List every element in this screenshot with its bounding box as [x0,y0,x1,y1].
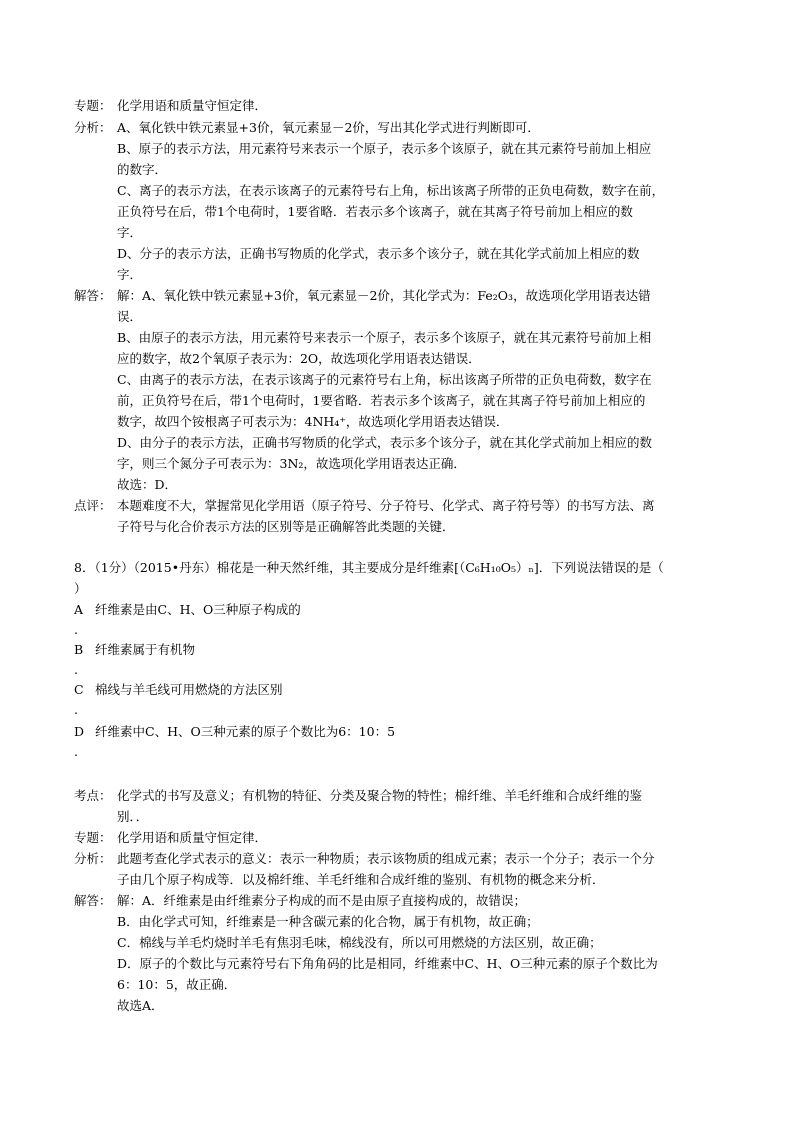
option-dot: . [74,702,78,717]
analysis-line: B、原子的表示方法，用元素符号来表示一个原子，表示多个该原子，就在其元素符号前加上相应 [117,141,652,156]
option-dot: . [74,662,78,677]
answer-line: B、由原子的表示方法，用元素符号来表示一个原子，表示多个该原子，就在其元素符号前加上相 [117,330,652,345]
option-dot: . [74,622,78,637]
kaodian-line: 别．． [117,809,149,824]
option-letter: A [74,602,84,617]
question-stem-end: ） [74,581,87,596]
answer-line: D．原子的个数比与元素符号右下角角码的比是相同，纤维素中C、H、O三种元素的原子个数比为 [117,956,658,971]
answer-line: 故选A． [117,998,164,1013]
comment-line: 本题难度不大，掌握常见化学用语（原子符号、分子符号、化学式、离子符号等）的书写方法、离 [117,498,655,513]
answer-line: 解：A、氧化铁中铁元素显+3价，氧元素显－2价，其化学式为：Fe₂O₃，故选项化学用语表达错 [117,288,651,303]
analysis-line: 字． [117,225,143,240]
answer-line: 应的数字，故2个氧原子表示为：2O，故选项化学用语表达错误． [117,351,481,366]
option-dot: . [74,744,78,759]
answer-label: 解答： [74,288,112,303]
answer-line: D、由分子的表示方法，正确书写物质的化学式，表示多个该分子，就在其化学式前加上相应的数 [117,435,653,450]
answer-line: 字，则三个氮分子可表示为：3N₂，故选项化学用语表达正确． [117,456,466,471]
answer-line: 6：10：5，故正确． [117,977,237,992]
kaodian-line: 化学式的书写及意义；有机物的特征、分类及聚合物的特性；棉纤维、羊毛纤维和合成纤维的鉴 [117,788,643,803]
topic-label: 专题： [74,98,112,113]
answer-line: C．棉线与羊毛灼烧时羊毛有焦羽毛味，棉线没有，所以可用燃烧的方法区别，故正确； [117,935,602,950]
answer-line: B．由化学式可知，纤维素是一种含碳元素的化合物，属于有机物，故正确； [117,914,539,929]
topic-label: 专题： [74,830,112,845]
kaodian-label: 考点： [74,788,112,803]
comment-label: 点评： [74,498,112,513]
option-letter: D [74,724,85,739]
analysis-line: D、分子的表示方法，正确书写物质的化学式，表示多个该分子，就在其化学式前加上相应的数 [117,246,640,261]
answer-line: 前，正负符号在后，带1个电荷时，1要省略．若表示多个该离子，就在其离子符号前加上相应的 [117,393,646,408]
topic-text: 化学用语和质量守恒定律． [117,830,268,845]
option-text: 纤维素属于有机物 [95,642,196,657]
answer-line: 误． [117,309,143,324]
analysis-line: 此题考查化学式表示的意义：表示一种物质；表示该物质的组成元素；表示一个分子；表示一个分 [117,851,655,866]
question-stem: 8．（1分）（2015•丹东）棉花是一种天然纤维，其主要成分是纤维素[（C₆H₁₀O₅）ₙ]．下列说法错误的是（ [74,560,664,575]
analysis-label: 分析： [74,120,112,135]
analysis-line: 正负符号在后，带1个电荷时，1要省略．若表示多个该离子，就在其离子符号前加上相应的数 [117,204,633,219]
comment-line: 子符号与化合价表示方法的区别等是正确解答此类题的关键． [117,519,455,534]
answer-line: C、由离子的表示方法，在表示该离子的元素符号右上角，标出该离子所带的正负电荷数，数字在 [117,372,652,387]
option-text: 棉线与羊毛线可用燃烧的方法区别 [95,682,283,697]
analysis-line: C、离子的表示方法，在表示该离子的元素符号右上角，标出该离子所带的正负电荷数，数字在前， [117,183,665,198]
option-text: 纤维素中C、H、O三种元素的原子个数比为6：10：5 [95,724,396,739]
option-letter: C [74,682,84,697]
topic-text: 化学用语和质量守恒定律． [117,98,268,113]
option-text: 纤维素是由C、H、O三种原子构成的 [95,602,301,617]
answer-line: 解：A．纤维素是由纤维素分子构成的而不是由原子直接构成的，故错误； [117,893,527,908]
answer-label: 解答： [74,893,112,908]
analysis-line: A、氧化铁中铁元素显+3价，氧元素显－2价，写出其化学式进行判断即可． [117,120,540,135]
answer-line: 故选：D． [117,477,178,492]
answer-line: 数字，故四个铵根离子可表示为：4NH₄⁺，故选项化学用语表达错误． [117,414,509,429]
option-letter: B [74,642,84,657]
analysis-line: 子由几个原子构成等．以及棉纤维、羊毛纤维和合成纤维的鉴别、有机物的概念来分析． [117,872,605,887]
analysis-line: 字． [117,267,143,282]
analysis-label: 分析： [74,851,112,866]
analysis-line: 的数字． [117,162,168,177]
